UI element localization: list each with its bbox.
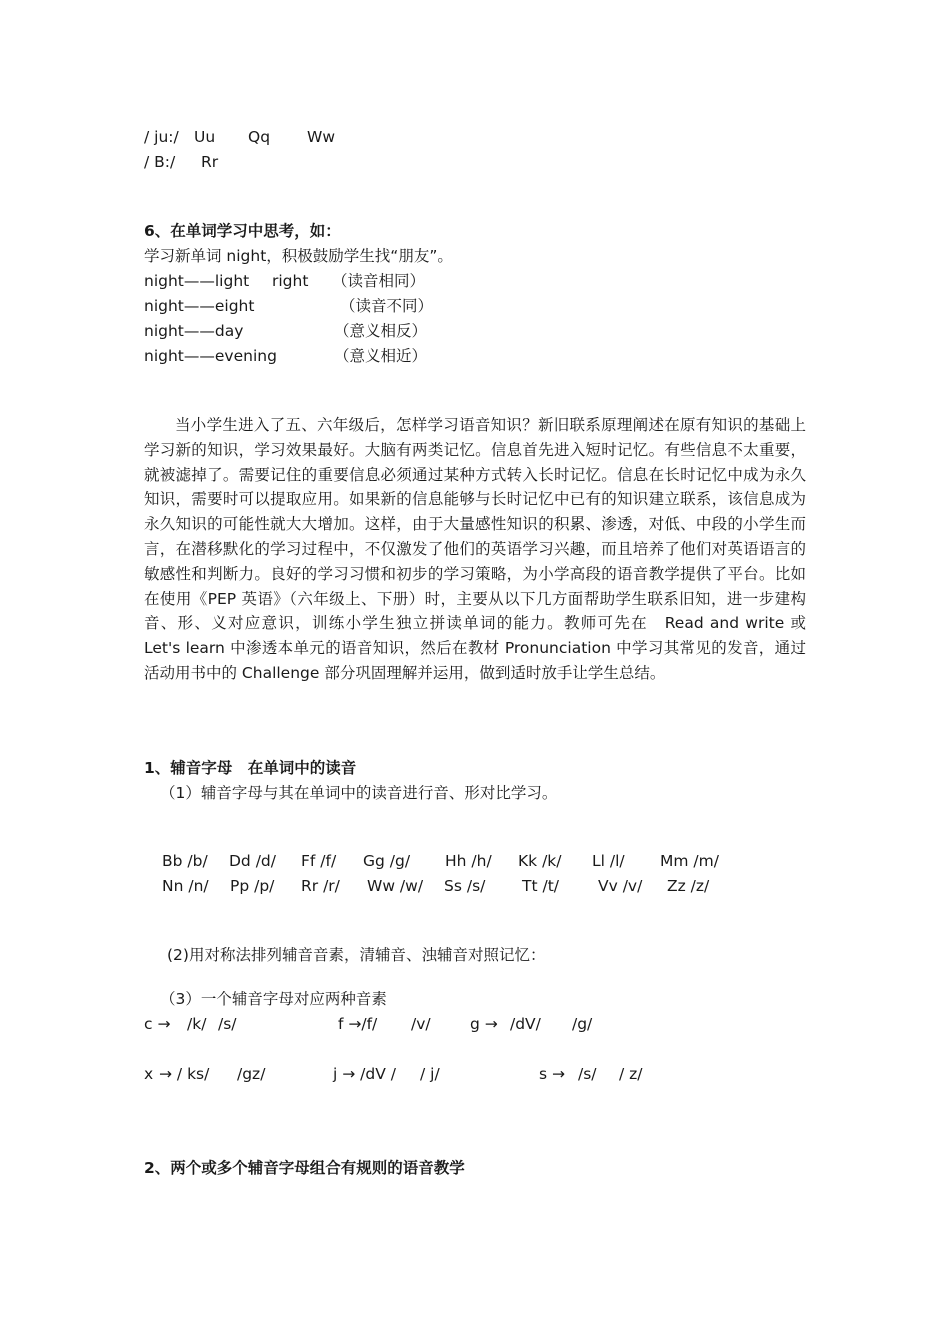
mapping-item: /g/ (572, 1015, 593, 1033)
mapping-item: / j/ (420, 1065, 440, 1083)
phonetic-letter: Uu (194, 128, 216, 146)
consonant-item: Bb /b/ (162, 852, 208, 870)
consonant-item: Vv /v/ (598, 877, 643, 895)
consonant-item: Hh /h/ (445, 852, 492, 870)
mapping-item: f →/f/ (338, 1015, 378, 1033)
phonetic-sound: / ju:/ (144, 128, 179, 146)
paragraph-text: 当小学生进入了五、六年级后，怎样学习语音知识？新旧联系原理阐述在原有知识的基础上学习新的知识，学习效果最好。大脑有两类记忆。信息首先进入短时记忆。有些信息不太重要，就被滤掉了。需要记住的重要信息必须通过某种方式转入长时记忆。信息在长时记忆中成为永久知识，需要时可以提取应用。如果新的信息能够与长时记忆中已有的知识建立联系，该信息成为永久知识的可能性就大大增加。这样，由于大量感性知识的积累、渗透，对低、中段的小学生而言，在潜移默化的学习过程中，不仅激发了他们的英语学习兴趣，而且培养了他们对英语语言的敏感性和判断力。良好的学习习惯和初步的学习策略，为小学高段的语音教学提供了平台。比如在使用《PEP 英语》（六年级上、下册）时，主要从以下几方面帮助学生联系旧知，进一步建构音、形、义对应意识，训练小学生独立拼读单词的能力。教师可先在 Read and write 或 Let's learn 中渗透本单元的语音知识，然后在教材 Pronunciation 中学习其常见的发音，通过活动用书中的 Challenge 部分巩固理解并运用，做到适时放手让学生总结。 (144, 416, 822, 682)
word-pair: night——eight (144, 297, 255, 315)
mapping-item: j → /dV / (333, 1065, 396, 1083)
mapping-item: g → (470, 1015, 498, 1033)
phonetic-letter: Ww (307, 128, 336, 146)
phonetic-sound: / B:/ (144, 153, 176, 171)
consonant-item: Mm /m/ (660, 852, 719, 870)
mapping-item: x (144, 1065, 154, 1083)
mapping-item: / z/ (619, 1065, 643, 1083)
mapping-item: /s/ (578, 1065, 597, 1083)
word-note: （读音相同） (332, 272, 426, 290)
word-pair: night——light (144, 272, 250, 290)
phonetic-letter: Rr (201, 153, 219, 171)
body-paragraph (144, 413, 822, 686)
section-intro: 学习新单词 night，积极鼓励学生找“朋友”。 (144, 247, 453, 265)
word-extra: right (272, 272, 309, 290)
word-pair: night——evening (144, 347, 277, 365)
consonant-item: Kk /k/ (518, 852, 562, 870)
mapping-item: → / ks/ (159, 1065, 210, 1083)
consonant-item: Tt /t/ (522, 877, 559, 895)
consonant-item: Gg /g/ (363, 852, 411, 870)
consonant-item: Pp /p/ (230, 877, 275, 895)
mapping-item: /k/ (187, 1015, 207, 1033)
mapping-item: /s/ (218, 1015, 237, 1033)
mapping-item: s → (539, 1065, 565, 1083)
consonant-item: Dd /d/ (229, 852, 276, 870)
sub-heading: （1）辅音字母与其在单词中的读音进行音、形对比学习。 (160, 784, 558, 802)
mapping-item: /v/ (411, 1015, 431, 1033)
consonant-item: Ff /f/ (301, 852, 337, 870)
section-heading: 1、辅音字母 在单词中的读音 (144, 759, 357, 777)
word-note: （读音不同） (340, 297, 434, 315)
consonant-item: Ww /w/ (367, 877, 424, 895)
consonant-item: Ll /l/ (592, 852, 625, 870)
mapping-item: /dV/ (510, 1015, 541, 1033)
consonant-item: Rr /r/ (301, 877, 340, 895)
mapping-item: /gz/ (237, 1065, 266, 1083)
consonant-item: Ss /s/ (444, 877, 486, 895)
section-heading: 6、在单词学习中思考，如： (144, 222, 341, 240)
mapping-item: c → (144, 1015, 171, 1033)
word-pair: night——day (144, 322, 244, 340)
sub-heading: (2)用对称法排列辅音音素，清辅音、浊辅音对照记忆： (167, 946, 546, 964)
word-note: （意义相反） (334, 322, 428, 340)
word-note: （意义相近） (334, 347, 428, 365)
section-heading: 2、两个或多个辅音字母组合有规则的语音教学 (144, 1159, 465, 1177)
consonant-item: Nn /n/ (162, 877, 209, 895)
sub-heading: （3）一个辅音字母对应两种音素 (160, 990, 387, 1008)
consonant-item: Zz /z/ (667, 877, 710, 895)
phonetic-letter: Qq (248, 128, 271, 146)
